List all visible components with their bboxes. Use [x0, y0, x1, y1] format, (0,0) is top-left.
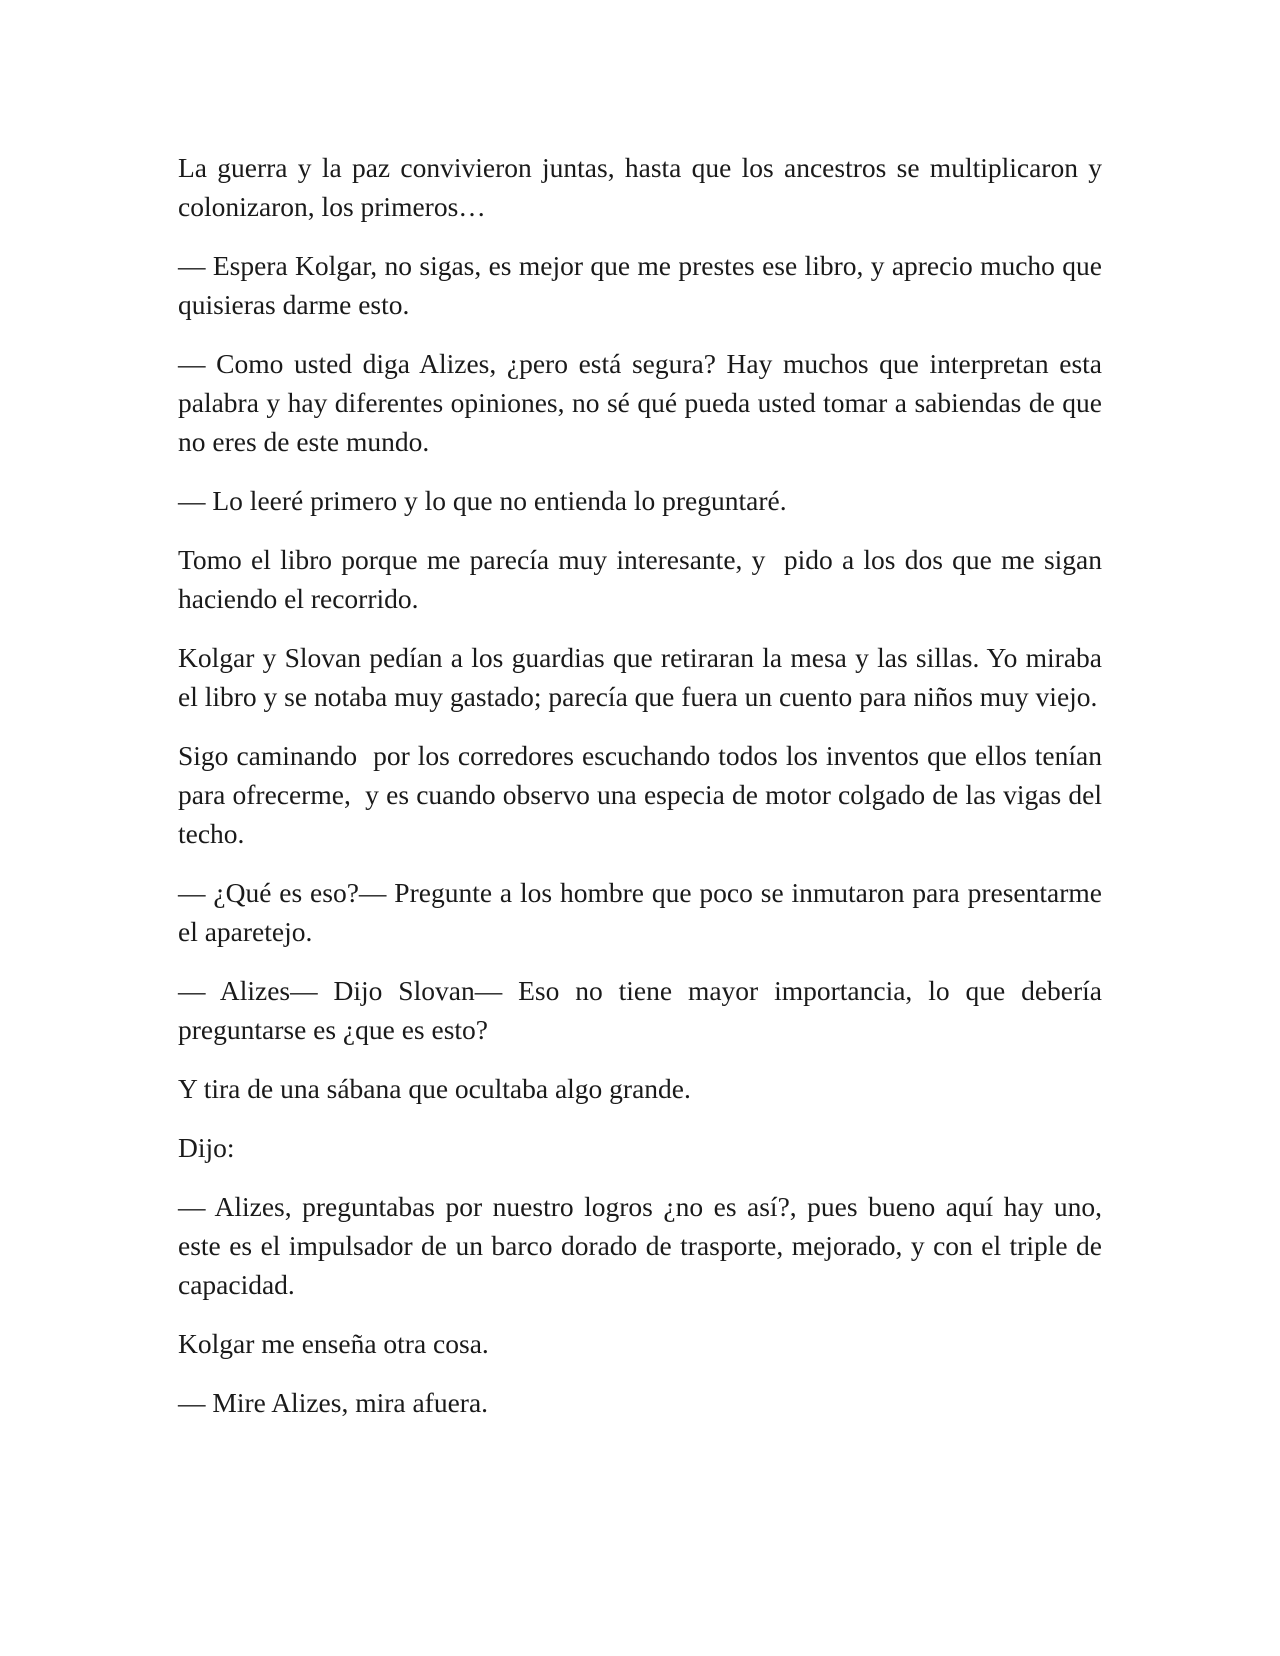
paragraph: — Mire Alizes, mira afuera.	[178, 1387, 489, 1418]
paragraph: Dijo:	[178, 1132, 235, 1163]
paragraph: Kolgar y Slovan pedían a los guardias que retiraran la mesa y las sillas. Yo miraba el libro y se notaba muy gastado; parecía que fuera un cuento para niños muy viejo.	[178, 642, 1109, 712]
paragraph: — Alizes, preguntabas por nuestro logros ¿no es así?, pues bueno aquí hay uno, este es el impulsador de un barco dorado de trasporte, mejorado, y con el triple de capacidad.	[178, 1191, 1109, 1300]
paragraph: Y tira de una sábana que ocultaba algo grande.	[178, 1073, 691, 1104]
paragraph: Tomo el libro porque me parecía muy interesante, y pido a los dos que me sigan haciendo el recorrido.	[178, 544, 1109, 614]
text-column	[178, 148, 1109, 1442]
paragraph: — Lo leeré primero y lo que no entienda lo preguntaré.	[178, 485, 787, 516]
paragraph: — Espera Kolgar, no sigas, es mejor que me prestes ese libro, y aprecio mucho que quisieras darme esto.	[178, 250, 1109, 320]
paragraph: — Alizes— Dijo Slovan— Eso no tiene mayor importancia, lo que debería preguntarse es ¿que es esto?	[178, 975, 1109, 1045]
paragraph: — Como usted diga Alizes, ¿pero está segura? Hay muchos que interpretan esta palabra y hay diferentes opiniones, no sé qué pueda usted tomar a sabiendas de que no eres de este mundo.	[178, 348, 1109, 457]
paragraph: Kolgar me enseña otra cosa.	[178, 1328, 489, 1359]
paragraph: Sigo caminando por los corredores escuchando todos los inventos que ellos tenían para ofrecerme, y es cuando observo una especia de motor colgado de las vigas del techo.	[178, 740, 1109, 849]
paragraph: La guerra y la paz convivieron juntas, hasta que los ancestros se multiplicaron y colonizaron, los primeros…	[178, 152, 1109, 222]
paragraph: — ¿Qué es eso?— Pregunte a los hombre que poco se inmutaron para presentarme el aparetejo.	[178, 877, 1109, 947]
